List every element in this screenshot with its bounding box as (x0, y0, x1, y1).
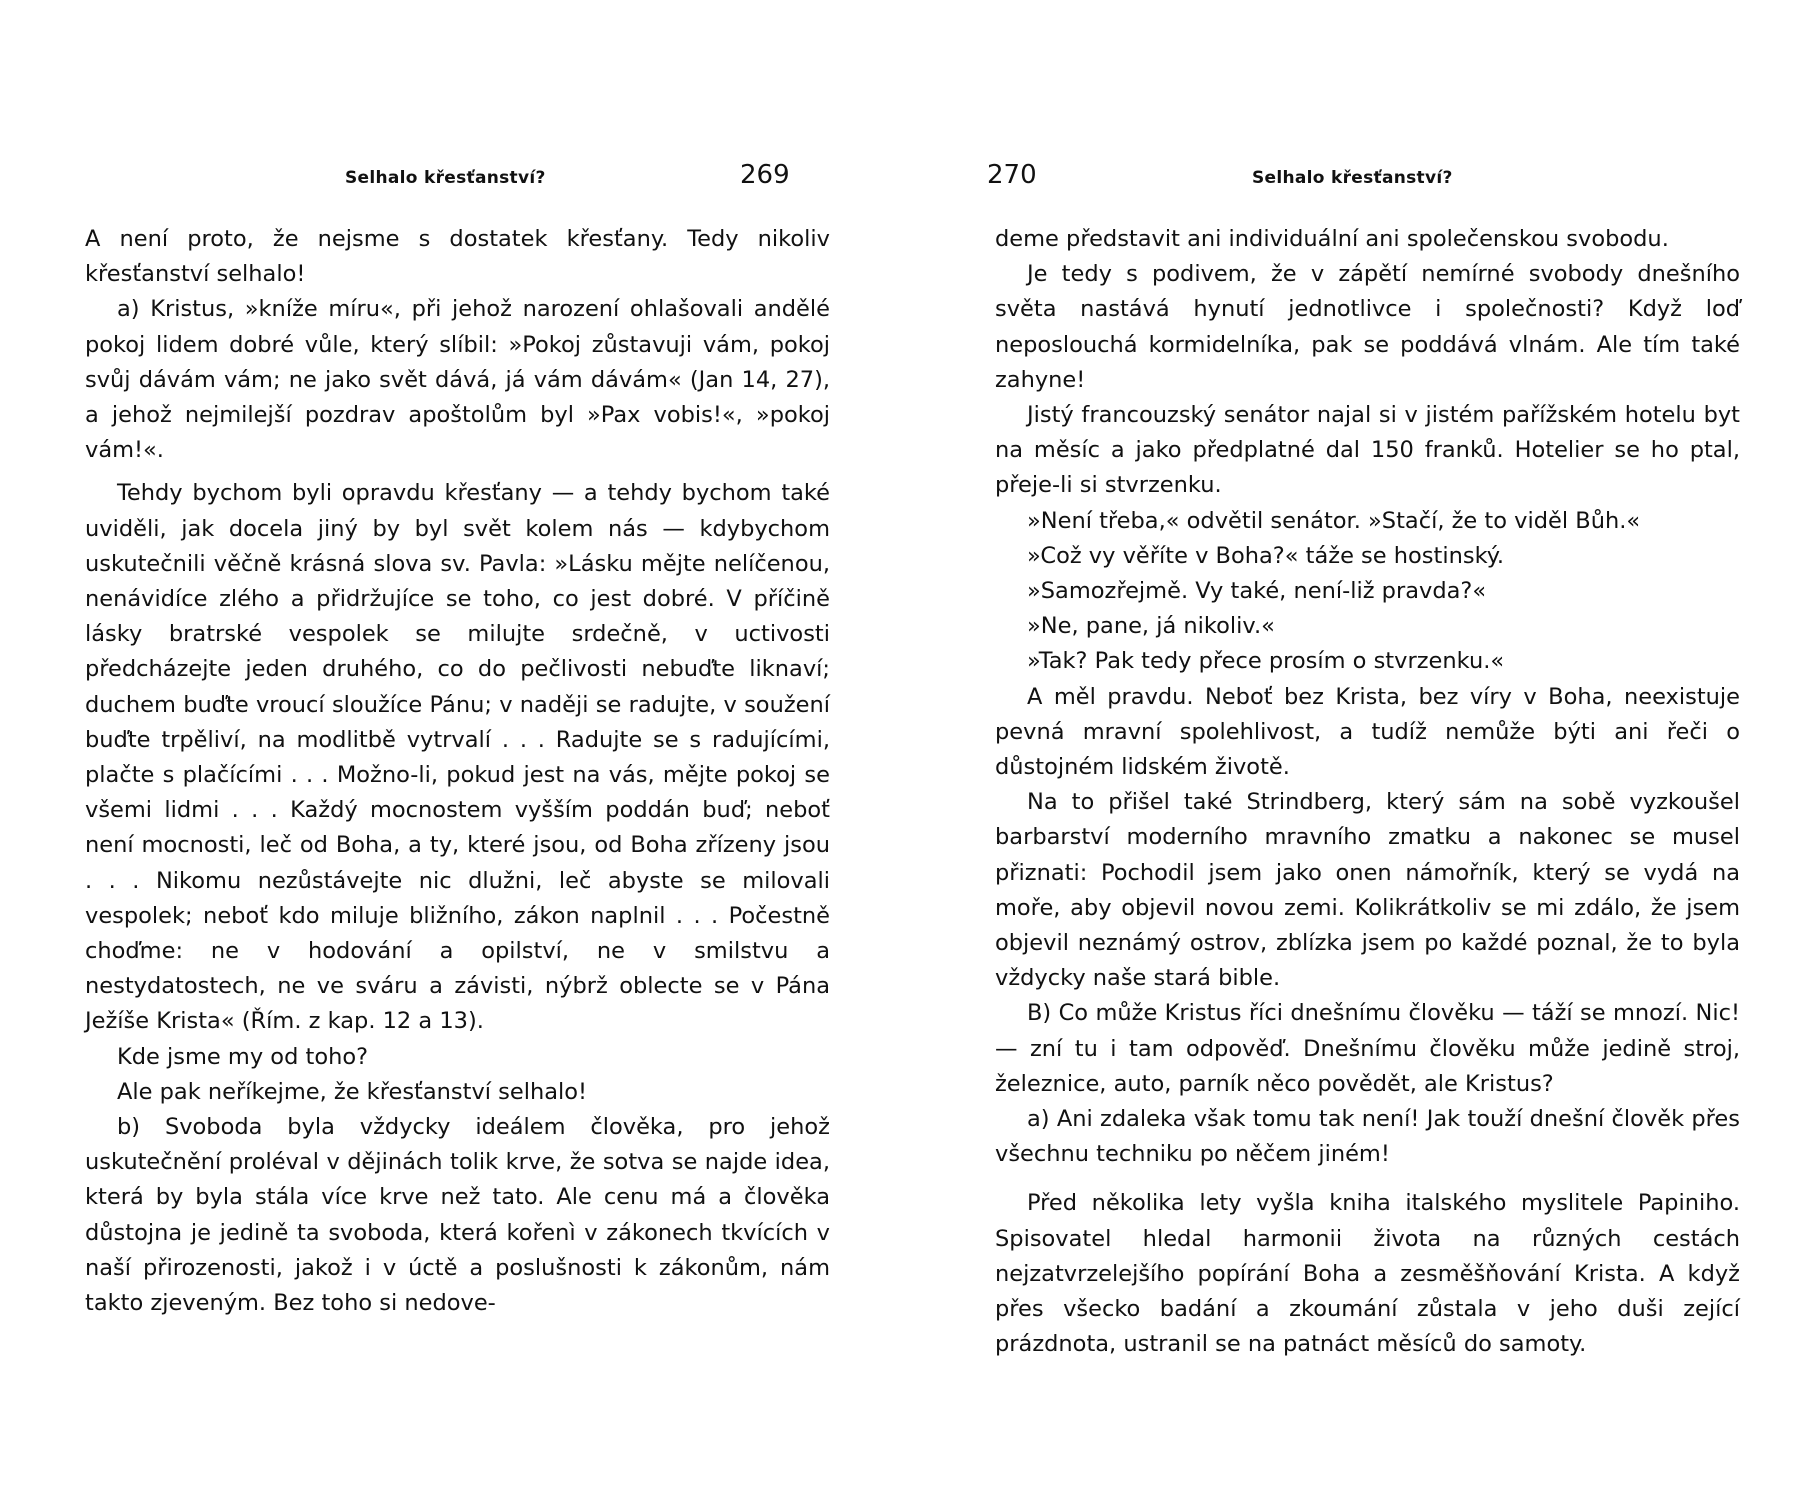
body-text (85, 222, 830, 1321)
paragraph: Na to přišel také Strindberg, který sám na sobě vyzkoušel barbarství moderního mravního zmatku a nakonec se musel přiznati: Pochodil jsem jako onen námořník, který se vydá na moře, aby objevil novou zemi. Kolikrátkoliv se mi zdálo, že jsem objevil neznámý ostrov, zblízka jsem po každé poznal, že to byla vždycky naše stará bible. (995, 789, 1740, 992)
paragraph: a) Ani zdaleka však tomu tak není! Jak touží dnešní člověk přes všechnu techniku po něčem jiném! (995, 1106, 1740, 1168)
paragraph: a) Kristus, »kníže míru«, při jehož narození ohlašovali andělé pokoj lidem dobré vůle, který slíbil: »Pokoj zůstavuji vám, pokoj svůj dávám vám; ne jako svět dává, já vám dávám« (Jan 14, 27), a jehož nejmilejší pozdrav apoštolům byl »Pax vobis!«, »pokoj vám!«. (85, 296, 830, 464)
paragraph: »Což vy věříte v Boha?« táže se hostinský. (1027, 542, 1505, 569)
paragraph: Tehdy bychom byli opravdu křesťany — a tehdy bychom také uviděli, jak docela jiný by byl svět kolem nás — kdybychom uskutečnili věčně krásná slova sv. Pavla: »Lásku mějte nelíčenou, nenávidíce zlého a přidržujíce se toho, co jest dobré. V příčině lásky bratrské vespolek se milujte srdečně, v uctivosti předcházejte jeden druhého, co do pečlivosti nebuďte liknaví; duchem buďte vroucí sloužíce Pánu; v naději se radujte, v soužení buďte trpěliví, na modlitbě vytrvalí . . . Radujte se s radujícími, plačte s plačícími . . . Možno-li, pokud jest na vás, mějte pokoj se všemi lidmi . . . Každý mocnostem vyšším poddán buď; neboť není mocnosti, leč od Boha, a ty, které jsou, od Boha zřízeny jsou . . . Nikomu nezůstávejte nic dlužni, leč abyste se milovali vespolek; neboť kdo miluje bližního, zákon naplnil . . . Počestně choďme: ne v hodování a opilství, ne v smilstvu a nestydatostech, ne ve sváru a závisti, nýbrž oblecte se v Pána Ježíše Krista« (Řím. z kap. 12 a 13). (85, 480, 830, 1035)
paragraph: Jistý francouzský senátor najal si v jistém pařížském hotelu byt na měsíc a jako předplatné dal 150 franků. Hotelier se ho ptal, přeje-li si stvrzenku. (995, 402, 1740, 499)
paragraph: b) Svoboda byla vždycky ideálem člověka, pro jehož uskutečnění proléval v dějinách tolik krve, že sotva se najde idea, která by byla stála více krve než tato. Ale cenu má a člověka důstojna je jedině ta svoboda, která kořenì v zákonech tkvících v naší přirozenosti, jakož i v úctě a poslušnosti k zákonům, nám takto zjeveným. Bez toho si nedove- (85, 1114, 830, 1317)
paragraph: »Tak? Pak tedy přece prosím o stvrzenku.« (1027, 648, 1505, 675)
paragraph: deme představit ani individuální ani společenskou svobodu. (995, 226, 1669, 252)
paragraph: B) Co může Kristus říci dnešnímu člověku — táží se mnozí. Nic! — zní tu i tam odpověď. Dnešnímu člověku může jedině stroj, železnice, auto, parník něco povědět, ale Kristus? (995, 1000, 1740, 1097)
right-page (902, 0, 1804, 1500)
paragraph: Ale pak neříkejme, že křesťanství selhalo! (117, 1078, 588, 1105)
paragraph: »Ne, pane, já nikoliv.« (1027, 613, 1275, 640)
paragraph: »Není třeba,« odvětil senátor. »Stačí, že to viděl Bůh.« (1027, 507, 1641, 534)
paragraph: A není proto, že nejsme s dostatek křesťany. Tedy nikoliv křesťanství selhalo! (85, 226, 830, 288)
paragraph: Před několika lety vyšla kniha italského myslitele Papiniho. Spisovatel hledal harmonii života na různých cestách nejzatvrzelejšího popírání Boha a zesměšňování Krista. A když přes všecko badání a zkoumání zůstala v jeho duši zející prázdnota, ustranil se na patnáct měsíců do samoty. (995, 1190, 1740, 1358)
paragraph: »Samozřejmě. Vy také, není-liž pravda?« (1027, 578, 1487, 605)
running-head: Selhalo křesťanství? (345, 168, 546, 188)
body-text (995, 222, 1740, 1363)
paragraph: Kde jsme my od toho? (117, 1043, 369, 1070)
page-number: 269 (740, 160, 790, 190)
page-number: 270 (987, 160, 1037, 190)
paragraph: Je tedy s podivem, že v zápětí nemírné svobody dnešního světa nastává hynutí jednotlivce i společnosti? Když loď neposlouchá kormidelníka, pak se poddává vlnám. Ale tím také zahyne! (995, 261, 1740, 393)
running-head: Selhalo křesťanství? (1252, 168, 1453, 188)
paragraph: A měl pravdu. Neboť bez Krista, bez víry v Boha, neexistuje pevná mravní spolehlivost, a tudíž nemůže býti ani řeči o důstojném lidském životě. (995, 683, 1740, 781)
